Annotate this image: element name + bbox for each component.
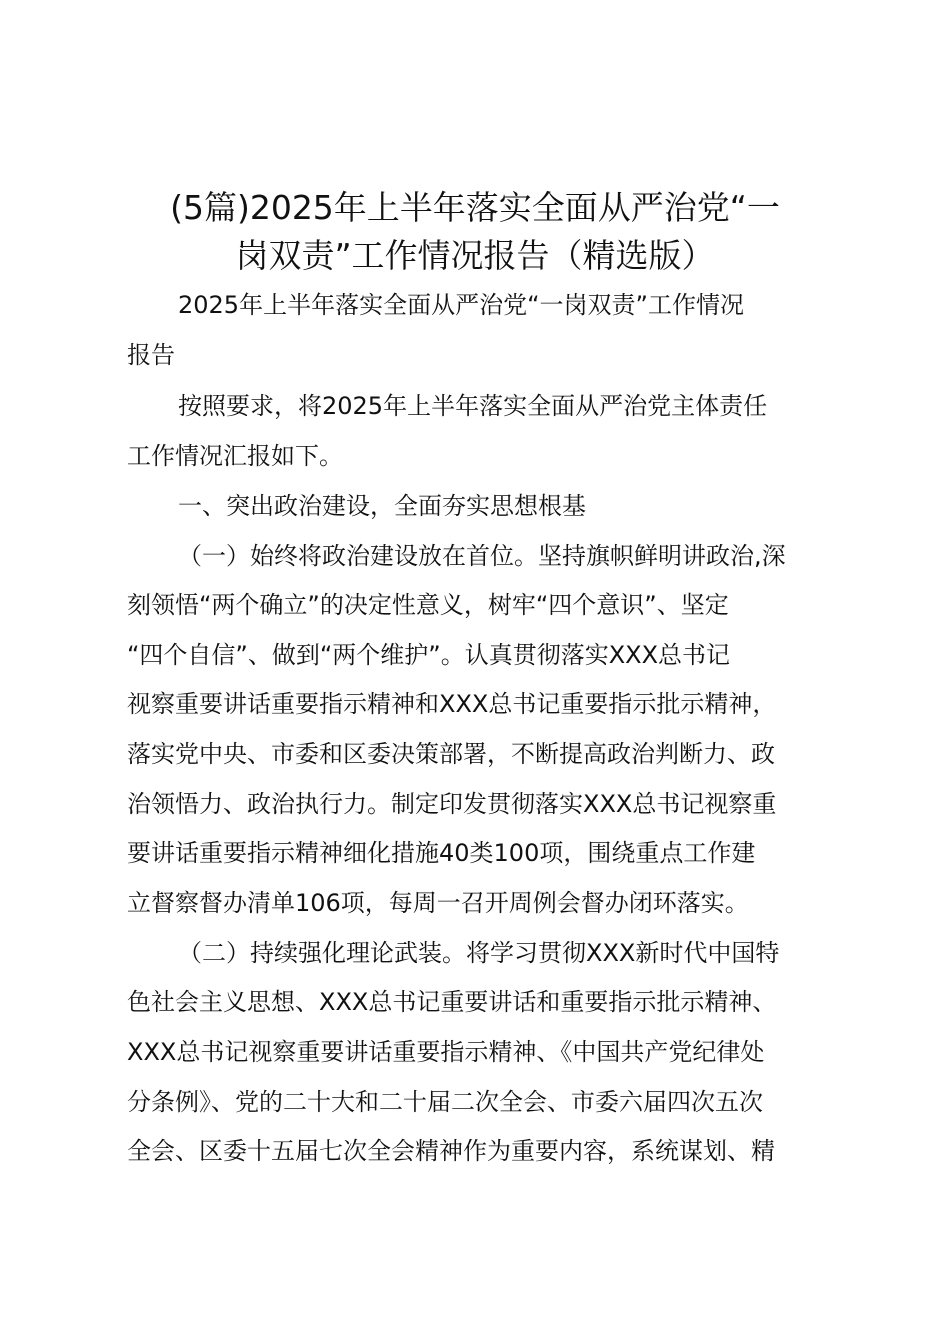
body-line: 工作情况汇报如下。 — [127, 442, 343, 470]
body-line: 色社会主义思想、XXX总书记重要讲话和重要指示批示精神、 — [127, 988, 777, 1016]
body-line: （一）始终将政治建设放在首位。坚持旗帜鲜明讲政治,深 — [178, 542, 786, 570]
body-line: 2025年上半年落实全面从严治党“一岗双责”工作情况 — [178, 291, 744, 319]
section-heading: 一、突出政治建设，全面夯实思想根基 — [178, 492, 586, 520]
body-line: 刻领悟“两个确立”的决定性意义，树牢“四个意识”、坚定 — [127, 591, 729, 619]
body-line: 报告 — [127, 341, 175, 369]
body-line: 立督察督办清单106项，每周一召开周例会督办闭环落实。 — [127, 889, 749, 917]
body-line: （二）持续强化理论武装。将学习贯彻XXX新时代中国特 — [178, 939, 780, 967]
document-title-line-1: (5篇)2025年上半年落实全面从严治党“一 — [170, 188, 780, 227]
body-line: “四个自信”、做到“两个维护”。认真贯彻落实XXX总书记 — [127, 641, 731, 669]
body-line: 视察重要讲话重要指示精神和XXX总书记重要指示批示精神， — [127, 690, 777, 718]
document-title-line-2: 岗双责”工作情况报告（精选版） — [235, 236, 715, 275]
body-line: 治领悟力、政治执行力。制定印发贯彻落实XXX总书记视察重 — [127, 790, 777, 818]
body-line: 分条例》、党的二十大和二十届二次全会、市委六届四次五次 — [127, 1088, 763, 1116]
body-line: XXX总书记视察重要讲话重要指示精神、《中国共产党纪律处 — [127, 1038, 765, 1066]
body-line: 要讲话重要指示精神细化措施40类100项，围绕重点工作建 — [127, 839, 756, 867]
body-line: 落实党中央、市委和区委决策部署，不断提高政治判断力、政 — [127, 740, 775, 768]
body-line: 按照要求，将2025年上半年落实全面从严治党主体责任 — [178, 392, 768, 420]
body-line: 全会、区委十五届七次全会精神作为重要内容，系统谋划、精 — [127, 1137, 775, 1165]
